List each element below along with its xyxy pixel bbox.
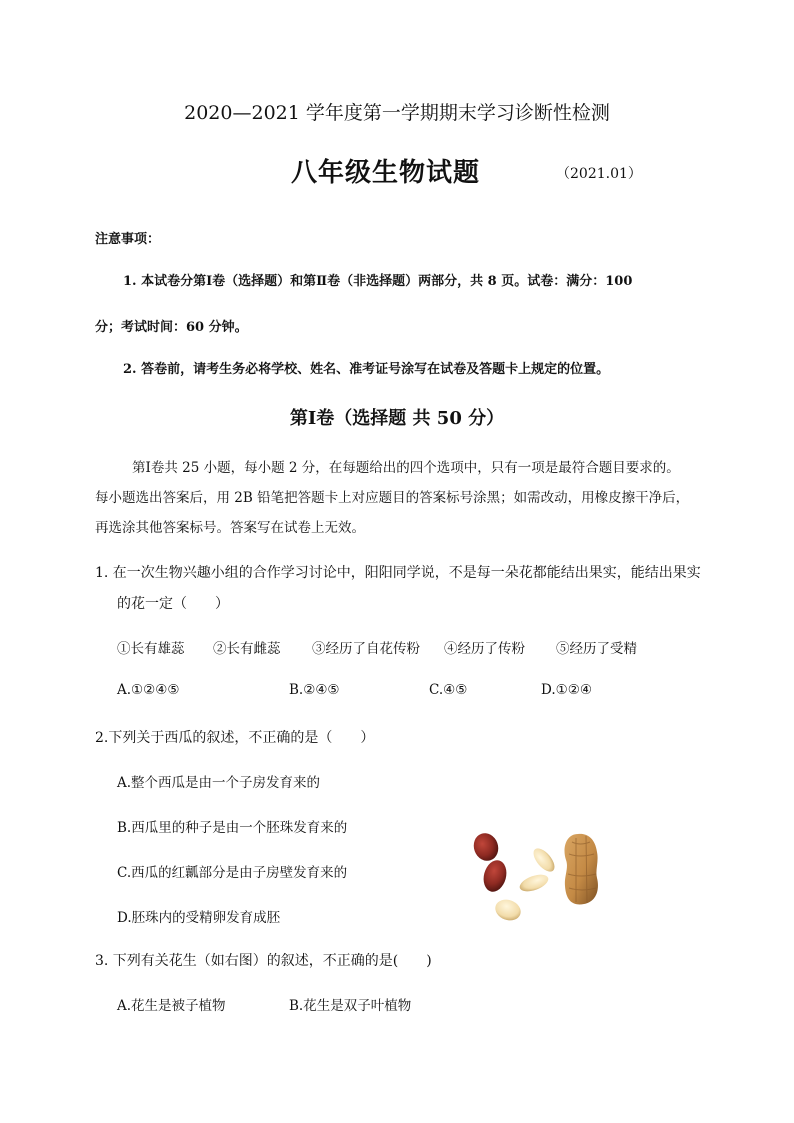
question-1-item-2: ②长有雌蕊 — [213, 641, 281, 657]
section-intro-line-2: 每小题选出答案后，用 2B 铅笔把答题卡上对应题目的答案标号涂黑；如需改动，用橡皮擦干净后， — [95, 490, 690, 506]
question-2-option-a[interactable]: A.整个西瓜是由一个子房发育来的 — [117, 775, 321, 791]
question-1-option-d[interactable]: D.①②④ — [541, 682, 592, 698]
question-1-option-c[interactable]: C.④⑤ — [429, 682, 468, 698]
note-1-line-1: 1. 本试卷分第Ⅰ卷（选择题）和第Ⅱ卷（非选择题）两部分，共 8 页。试卷：满分：100 — [123, 274, 633, 289]
question-1-item-4: ④经历了传粉 — [444, 641, 525, 657]
question-2-option-c[interactable]: C.西瓜的红瓤部分是由子房壁发育来的 — [117, 865, 348, 881]
question-3-option-b[interactable]: B.花生是双子叶植物 — [289, 998, 412, 1014]
question-1-stem-line-2: 的花一定（ ） — [117, 596, 229, 612]
question-1-stem-line-1: 1. 在一次生物兴趣小组的合作学习讨论中，阳阳同学说，不是每一朵花都能结出果实，能结出果实 — [95, 565, 701, 581]
question-2-option-d[interactable]: D.胚珠内的受精卵发育成胚 — [117, 910, 281, 926]
note-1-line-2: 分；考试时间：60 分钟。 — [95, 320, 248, 335]
question-3-option-a[interactable]: A.花生是被子植物 — [117, 998, 226, 1014]
question-2-stem: 2.下列关于西瓜的叙述，不正确的是（ ） — [95, 730, 375, 746]
notes-heading: 注意事项： — [95, 232, 161, 247]
question-1-item-1: ①长有雄蕊 — [117, 641, 185, 657]
question-1-item-5: ⑤经历了受精 — [556, 641, 637, 657]
question-2-option-b[interactable]: B.西瓜里的种子是由一个胚珠发育来的 — [117, 820, 348, 836]
section-title: 第Ⅰ卷（选择题 共 50 分） — [289, 408, 505, 429]
exam-subject-title: 八年级生物试题 — [291, 158, 481, 188]
exam-date: （2021.01） — [556, 166, 642, 182]
question-1-item-3: ③经历了自花传粉 — [312, 641, 420, 657]
question-1-option-b[interactable]: B.②④⑤ — [289, 682, 340, 698]
exam-series-title: 2020—2021 学年度第一学期期末学习诊断性检测 — [184, 102, 610, 124]
section-intro-line-1: 第Ⅰ卷共 25 小题，每小题 2 分，在每题给出的四个选项中，只有一项是最符合题目要求的。 — [132, 460, 680, 476]
question-3-stem: 3. 下列有关花生（如右图）的叙述，不正确的是( ) — [95, 953, 432, 969]
section-intro-line-3: 再选涂其他答案标号。答案写在试卷上无效。 — [95, 520, 365, 536]
note-2: 2. 答卷前，请考生务必将学校、姓名、准考证号涂写在试卷及答题卡上规定的位置。 — [123, 362, 610, 377]
peanut-illustration-icon — [466, 826, 616, 926]
question-1-option-a[interactable]: A.①②④⑤ — [117, 682, 180, 698]
